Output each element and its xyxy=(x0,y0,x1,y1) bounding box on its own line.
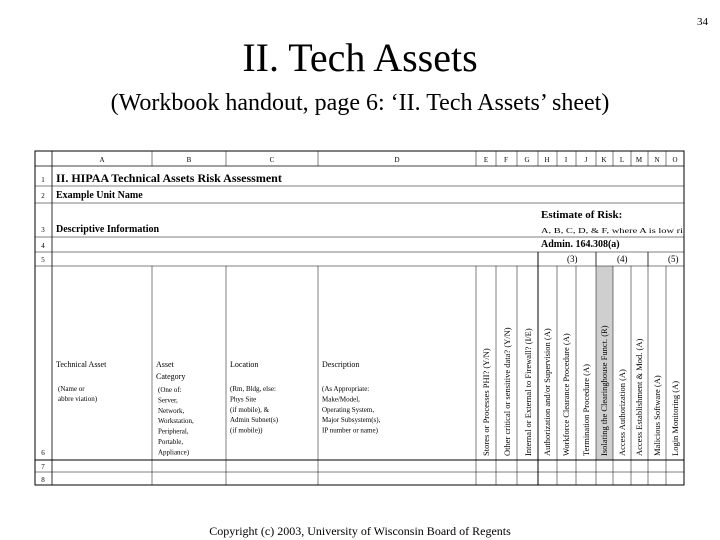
col-letter: E xyxy=(483,156,489,164)
vertical-header: Internal or External to Firewall? (I/E) xyxy=(523,328,533,456)
cell-text-line: Portable, xyxy=(158,438,184,446)
cell-text-line: Workstation, xyxy=(158,417,194,426)
col-header-asset-category xyxy=(156,360,185,381)
col-letter: G xyxy=(524,156,530,164)
estimate-title: Estimate of Risk: xyxy=(541,209,623,221)
col-letter: J xyxy=(584,156,588,164)
slide-number: 34 xyxy=(697,16,708,28)
col-letter: I xyxy=(564,156,568,164)
cell-text-line: Appliance) xyxy=(158,448,190,457)
admin-ref: Admin. 164.308(a) xyxy=(541,239,620,250)
cell-text-line: abbre viation) xyxy=(58,395,98,403)
row-number: 1 xyxy=(41,176,45,184)
cell-text-line: Make/Model, xyxy=(322,395,360,404)
cell-text-line: (Name or xyxy=(58,385,85,393)
descriptive-info: Descriptive Information xyxy=(56,224,160,235)
cell-text-line: Description xyxy=(322,360,360,369)
sub-ref: (4) xyxy=(617,254,628,264)
cell-text-line: Asset xyxy=(156,360,174,369)
col-note-technical-asset xyxy=(58,385,98,403)
copyright-footer: Copyright (c) 2003, University of Wisconsin Board of Regents xyxy=(209,524,511,538)
vertical-header: Authorization and/or Supervision (A) xyxy=(542,328,552,456)
cell-text-line: (if mobile)) xyxy=(230,426,263,435)
col-note-asset-category xyxy=(158,386,194,456)
row-number: 4 xyxy=(41,242,45,250)
col-letter: K xyxy=(601,156,607,164)
unit-name: Example Unit Name xyxy=(56,190,143,201)
row-number: 7 xyxy=(41,463,45,471)
row-number: 8 xyxy=(41,476,45,484)
row-number: 3 xyxy=(41,226,45,234)
row-number: 2 xyxy=(41,192,45,200)
cell-text-line: (One of: xyxy=(158,386,182,394)
vertical-header: Isolating the Clearinghouse Funct. (R) xyxy=(599,325,609,456)
col-letter: M xyxy=(635,156,643,164)
row-number: 5 xyxy=(41,256,45,264)
col-header-description xyxy=(322,360,359,369)
vertical-header: Login Monitoring (A) xyxy=(670,380,680,456)
vertical-header: Workforce Clearance Procedure (A) xyxy=(561,333,571,456)
col-letter: N xyxy=(654,156,660,164)
col-letter: C xyxy=(269,156,275,164)
cell-text-line: (Rm, Bldg, else: xyxy=(230,385,276,393)
estimate-scale: A, B, C, D, & F, where A is low ri xyxy=(541,227,684,235)
col-letter: F xyxy=(504,156,508,164)
col-letter: D xyxy=(394,156,400,164)
vertical-header: Access Authorization (A) xyxy=(617,369,627,456)
vertical-header: Stores or Processes PHI? (Y/N) xyxy=(481,348,491,456)
vertical-header: Access Establishment & Mod. (A) xyxy=(634,338,644,456)
cell-text-line: Technical Asset xyxy=(56,360,107,369)
cell-text-line: Network, xyxy=(158,406,185,415)
col-letter: A xyxy=(99,156,105,164)
sub-ref: (3) xyxy=(567,254,578,264)
cell-text-line: Server, xyxy=(158,396,178,405)
cell-text-line: Phys Site xyxy=(230,395,257,404)
col-letter: O xyxy=(672,156,678,164)
sub-ref: (5) xyxy=(668,254,679,264)
vertical-header: Other critical or sensitive data? (Y/N) xyxy=(502,327,512,456)
cell-text-line: Category xyxy=(156,372,186,381)
col-note-description xyxy=(322,385,381,435)
slide-subtitle: (Workbook handout, page 6: ‘II. Tech Assets’ sheet) xyxy=(110,90,610,116)
vertical-header: Malicious Software (A) xyxy=(652,375,662,456)
cell-text-line: Major Subsystem(s), xyxy=(322,416,381,425)
sheet-heading: II. HIPAA Technical Assets Risk Assessment xyxy=(56,171,282,185)
col-note-location xyxy=(230,385,279,435)
cell-text-line: (As Appropriate: xyxy=(322,385,370,393)
col-letter: B xyxy=(186,156,192,164)
col-header-location xyxy=(230,360,258,369)
slide-title: II. Tech Assets xyxy=(242,35,478,80)
col-letter: L xyxy=(619,156,625,164)
cell-text-line: IP number or name) xyxy=(322,426,378,435)
vertical-header: Termination Procedure (A) xyxy=(581,364,591,456)
col-letter: H xyxy=(544,156,550,164)
cell-text-line: (if mobile), & xyxy=(230,405,270,414)
cell-text-line: Operating System, xyxy=(322,405,375,414)
row-number: 6 xyxy=(41,449,45,457)
col-header-technical-asset xyxy=(56,360,107,369)
cell-text-line: Location xyxy=(230,360,259,369)
cell-text-line: Admin Subnet(s) xyxy=(230,416,279,425)
cell-text-line: Peripheral, xyxy=(158,427,189,436)
